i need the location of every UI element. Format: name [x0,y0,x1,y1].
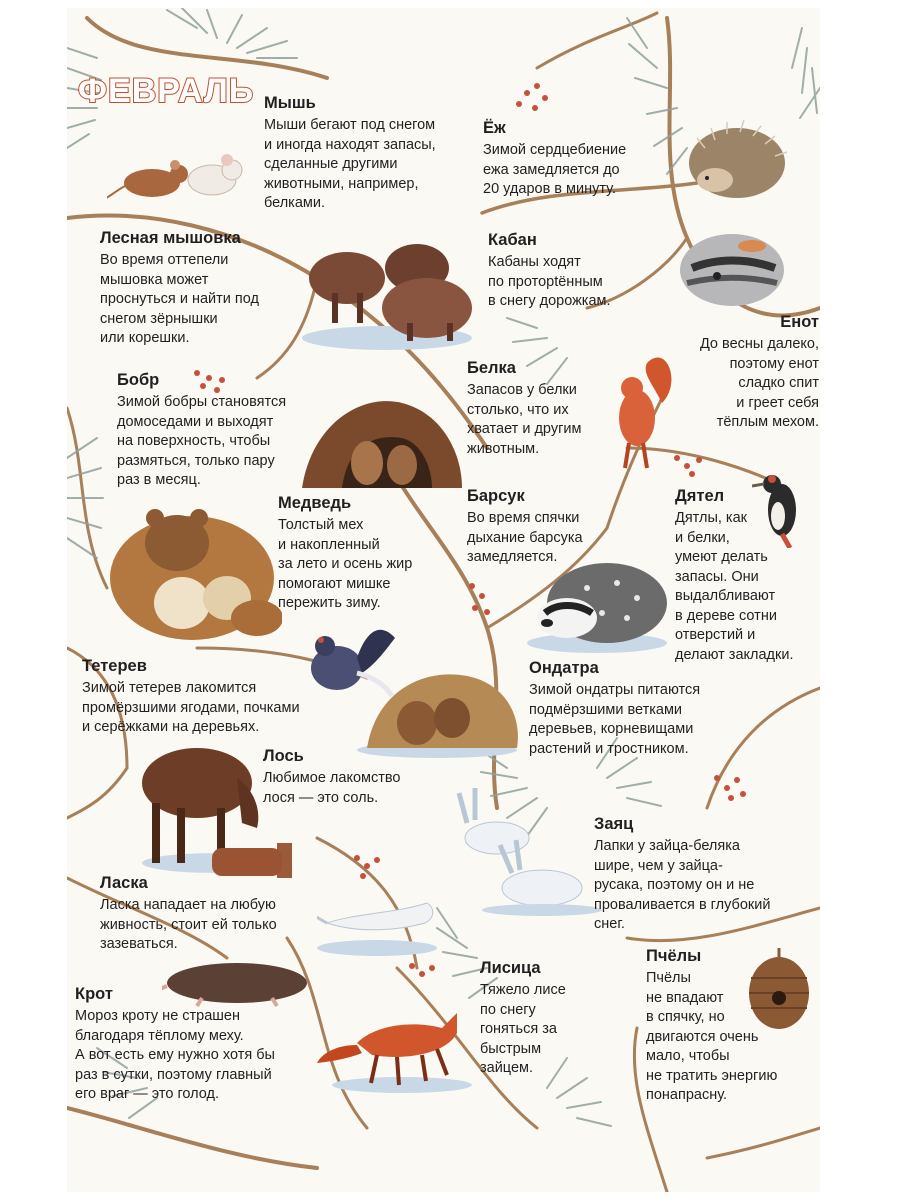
entry-badger [467,486,637,568]
entry-title: Ёж [483,119,506,137]
entry-text: Кабаны ходят по протоptённым в снегу дорожкам. [488,254,611,309]
mouse-illustration [107,148,247,208]
entry-text: Во время оттепели мышовка может проснуться и найти под снегом зёрнышки или корешки. [100,252,259,346]
entry-text: Зимой ондатры питаются подмёрзшими ветками деревьев, корневищами растений и тростником. [529,682,701,757]
entry-title: Лесная мышовка [100,229,241,247]
hedgehog-illustration [685,118,790,203]
entry-title: Барсук [467,487,525,505]
entry-text: Любимое лакомство лося — это соль. [263,770,401,806]
entry-boar [488,230,668,312]
entry-hare [594,814,819,935]
boar-illustration [302,223,477,353]
entry-title: Дятел [675,487,725,505]
entry-moose [263,746,438,808]
entry-bees [646,946,806,1106]
entry-weasel [100,873,315,955]
entry-title: Тетерев [82,657,147,675]
entry-title: Бобр [117,371,160,389]
entry-fox [480,958,600,1079]
bear-illustration [107,503,282,643]
entry-text: Тяжело лисе по снегу гоняться за быстрым зайцем. [480,982,566,1076]
entry-text: Лапки у зайца-беляка шире, чем у зайца- русака, поэтому он и не проваливается в глубокий снег. [594,838,771,932]
entry-title: Белка [467,359,516,377]
fox-illustration [317,983,472,1093]
entry-text: Зимой сердцебиение ежа замедляется до 20 ударов в минуту. [483,142,627,197]
entry-title: Ондатра [529,659,599,677]
page-title: ФЕВРАЛЬ [78,72,255,110]
entry-squirrel [467,358,617,459]
poster-page [67,8,820,1192]
entry-raccoon [679,312,819,433]
entry-text: Пчёлы не впадают в спячку, но двигаются очень мало, чтобы не тратить энергию понапрасну. [646,970,778,1103]
muskrat-illustration [357,668,522,758]
entry-title: Пчёлы [646,947,702,965]
entry-black-grouse [82,656,357,738]
entry-title: Енот [780,313,819,331]
entry-title: Ласка [100,874,148,892]
entry-bear [278,493,468,614]
entry-text: Дятлы, как и белки, умеют делать запасы. Они выдалбливают в дереве сотни отверстий и делают закладки. [675,510,794,663]
entry-text: Зимой бобры становятся домоседами и выходят на поверхность, чтобы размяться, только пару раз в месяц. [117,394,287,488]
entry-title: Лось [263,747,304,765]
entry-hedgehog [483,118,683,200]
entry-text: Запасов у белки столько, что их хватает и другим животным. [467,382,582,457]
hare-illustration [447,778,607,918]
entry-text: До весны далеко, поэтому енот сладко спит и греет себя тёплым мехом. [699,336,819,430]
beaver-illustration [302,393,462,493]
entry-text: Во время спячки дыхание барсука замедляется. [467,510,583,565]
entry-title: Крот [75,985,113,1003]
entry-title: Лисица [480,959,541,977]
entry-mole [75,984,315,1105]
entry-mouse [264,93,479,214]
weasel-illustration [317,883,442,958]
entry-title: Мышь [264,94,316,112]
entry-muskrat [529,658,749,759]
raccoon-illustration [677,228,787,308]
badger-illustration [527,558,667,653]
entry-title: Заяц [594,815,634,833]
entry-text: Мыши бегают под снегом и иногда находят запасы, сделанные другими животными, например, белками. [264,117,436,211]
entry-title: Медведь [278,494,352,512]
entry-beaver [117,370,322,491]
entry-text: Ласка нападает на любую живность, стоит ей только зазеваться. [100,897,277,952]
entry-woodpecker [675,486,815,665]
entry-text: Зимой тетерев лакомится промёрзшими ягодами, почками и серёжками на деревьях. [82,680,300,735]
squirrel-illustration [607,343,677,473]
entry-text: Мороз кроту не страшен благодаря тёплому меху. А вот есть ему нужно хотя бы раз в сутки, поэтому главный его враг — это голод. [75,1008,275,1102]
entry-text: Толстый мех и накопленный за лето и осень жир помогают мишке пережить зиму. [278,517,413,611]
entry-title: Кабан [488,231,537,249]
entry-birch-mouse [100,228,310,349]
